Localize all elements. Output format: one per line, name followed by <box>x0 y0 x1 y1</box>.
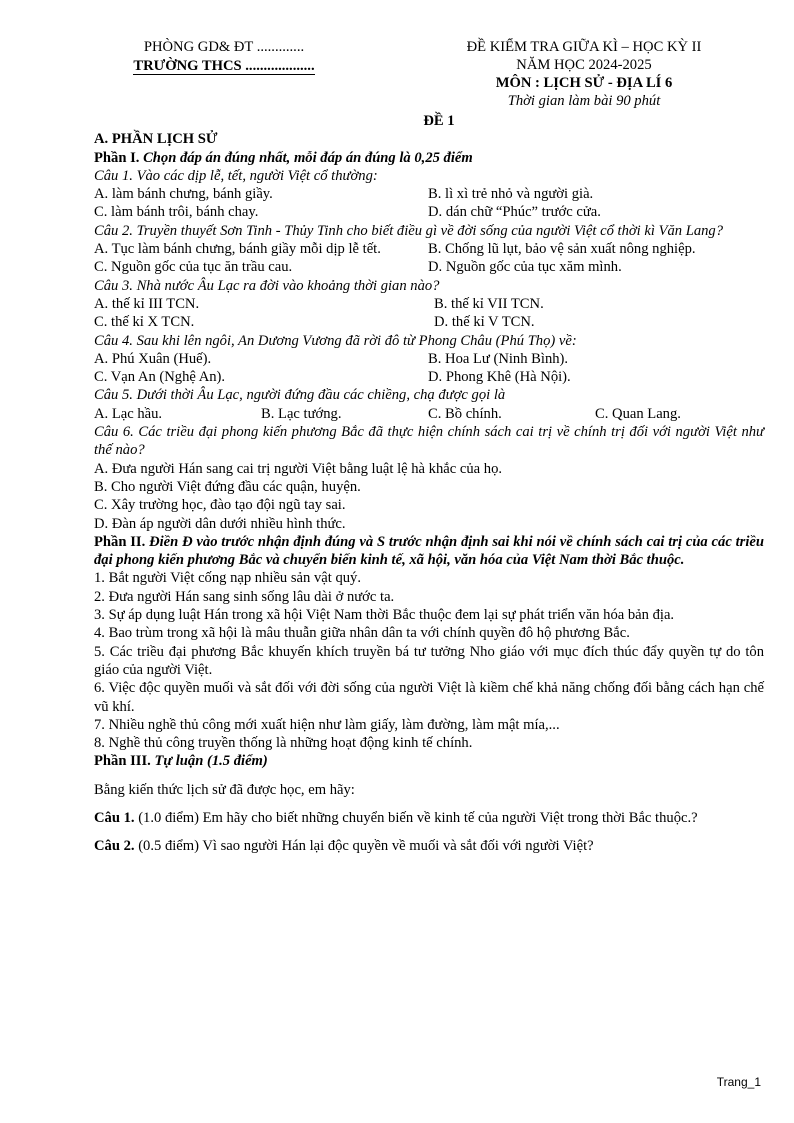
option: B. Chống lũ lụt, bảo vệ sản xuất nông nghiệp. <box>428 241 696 258</box>
question-3: Câu 3. Nhà nước Âu Lạc ra đời vào khoảng thời gian nào? <box>94 277 440 294</box>
option: C. Xây trường học, đào tạo đội ngũ tay sai. <box>94 497 346 514</box>
option: B. thế kỉ VII TCN. <box>434 295 544 312</box>
option: B. Hoa Lư (Ninh Bình). <box>428 350 569 367</box>
option: A. Tục làm bánh chưng, bánh giầy mỗi dịp lễ tết. <box>94 241 381 258</box>
option: C. Quan Lang. <box>595 405 681 422</box>
essay-question-2: Câu 2. (0.5 điểm) Vì sao người Hán lại độc quyền về muối và sắt đối với người Việt? <box>94 838 594 855</box>
question-4: Câu 4. Sau khi lên ngôi, An Dương Vương đã rời đô từ Phong Châu (Phú Thọ) về: <box>94 332 577 349</box>
option: C. làm bánh trôi, bánh chay. <box>94 204 259 221</box>
essay-question-1: Câu 1. (1.0 điểm) Em hãy cho biết những chuyển biến về kinh tế của người Việt trong thời Bắc thuộc.? <box>94 809 698 826</box>
department-line: PHÒNG GD& ĐT ............. <box>143 39 305 55</box>
option: D. dán chữ “Phúc” trước cửa. <box>428 204 601 221</box>
option: C. Vạn An (Nghệ An). <box>94 369 226 386</box>
q1-options-row2 <box>94 203 764 221</box>
school-line: TRƯỜNG THCS ................... <box>133 58 315 74</box>
question-1: Câu 1. Vào các dịp lễ, tết, người Việt cổ thường: <box>94 167 378 184</box>
option: C. thế kỉ X TCN. <box>94 314 195 331</box>
exam-info <box>404 38 764 110</box>
statement: 8. Nghề thủ công truyền thống là những hoạt động kinh tế chính. <box>94 735 473 752</box>
statement: 7. Nhiều nghề thủ công mới xuất hiện như làm giấy, làm đường, làm mật mía,... <box>94 716 560 733</box>
page-number: Trang_1 <box>716 1075 761 1089</box>
statement: 6. Việc độc quyền muối và sắt đối với đời sống của người Việt là kiềm chế khả năng chống đối bằng cách hạn chế vũ khí. <box>94 680 764 715</box>
section-a-title: A. PHẦN LỊCH SỬ <box>94 131 218 148</box>
question-5: Câu 5. Dưới thời Âu Lạc, người đứng đầu các chiềng, chạ được gọi là <box>94 387 506 404</box>
q4-options-row2 <box>94 368 764 386</box>
option: C. Bồ chính. <box>428 405 502 422</box>
question-6: Câu 6. Các triều đại phong kiến phương Bắc đã thực hiện chính sách cai trị về chính trị đối với người Việt như thế nào? <box>94 424 764 459</box>
question-2: Câu 2. Truyền thuyết Sơn Tinh - Thủy Tinh cho biết điều gì về đời sống của người Việt cổ thời kì Văn Lang? <box>94 222 724 239</box>
option: A. Phú Xuân (Huế). <box>94 350 212 367</box>
part3-intro: Bằng kiến thức lịch sử đã được học, em hãy: <box>94 781 355 798</box>
part1-heading: Phần I. Chọn đáp án đúng nhất, mỗi đáp án đúng là 0,25 điểm <box>94 149 473 166</box>
q5-options-row <box>94 405 764 423</box>
option: D. thế kỉ V TCN. <box>434 314 535 331</box>
statement: 3. Sự áp dụng luật Hán trong xã hội Việt Nam thời Bắc thuộc đem lại sự phát triển văn hóa bản địa. <box>94 607 675 624</box>
option: A. thế kỉ III TCN. <box>94 295 200 312</box>
q2-options-row1 <box>94 240 764 258</box>
q4-options-row1 <box>94 350 764 368</box>
school-year: NĂM HỌC 2024-2025 <box>516 57 652 73</box>
q3-options-row1 <box>94 295 764 313</box>
option: A. Đưa người Hán sang cai trị người Việt bằng luật lệ hà khắc của họ. <box>94 460 503 477</box>
part3-heading: Phần III. Tự luận (1.5 điểm) <box>94 753 268 770</box>
statement: 4. Bao trùm trong xã hội là mâu thuẫn giữa nhân dân ta với chính quyền đô hộ phương Bắc. <box>94 625 630 642</box>
q2-options-row2 <box>94 258 764 276</box>
option: C. Nguồn gốc của tục ăn trầu cau. <box>94 259 293 276</box>
option: B. lì xì trẻ nhỏ và người già. <box>428 186 594 203</box>
statement: 5. Các triều đại phương Bắc khuyến khích truyền bá tư tưởng Nho giáo với mục đích thúc đẩy quyền tự do tôn giáo của người Việt. <box>94 643 764 678</box>
statement: 1. Bắt người Việt cống nạp nhiều sản vật quý. <box>94 570 361 587</box>
q3-options-row2 <box>94 313 764 331</box>
exam-page <box>94 38 764 856</box>
option: D. Đàn áp người dân dưới nhiều hình thức. <box>94 515 346 532</box>
exam-code: ĐỀ 1 <box>423 113 455 129</box>
subject: MÔN : LỊCH SỬ - ĐỊA LÍ 6 <box>495 75 673 91</box>
option: B. Lạc tướng. <box>261 405 342 422</box>
option: A. làm bánh chưng, bánh giầy. <box>94 186 273 203</box>
option: A. Lạc hầu. <box>94 405 163 422</box>
option: B. Cho người Việt đứng đầu các quận, huyện. <box>94 478 361 495</box>
option: D. Phong Khê (Hà Nội). <box>428 369 571 386</box>
option: D. Nguồn gốc của tục xăm mình. <box>428 259 622 276</box>
statement: 2. Đưa người Hán sang sinh sống lâu dài ở nước ta. <box>94 588 395 605</box>
q1-options-row1 <box>94 185 764 203</box>
exam-header <box>94 38 764 110</box>
exam-title: ĐỀ KIỂM TRA GIỮA KÌ – HỌC KỲ II <box>466 39 702 55</box>
time-limit: Thời gian làm bài 90 phút <box>507 93 661 109</box>
school-info <box>94 38 354 76</box>
part2-heading: Phần II. Điền Đ vào trước nhận định đúng và S trước nhận định sai khi nói về chính sách cai trị của các triều đại phong kiến phương Bắc và chuyển biến kinh tế, xã hội, văn hóa của Việt Nam thời Bắc thuộc. <box>94 533 764 569</box>
